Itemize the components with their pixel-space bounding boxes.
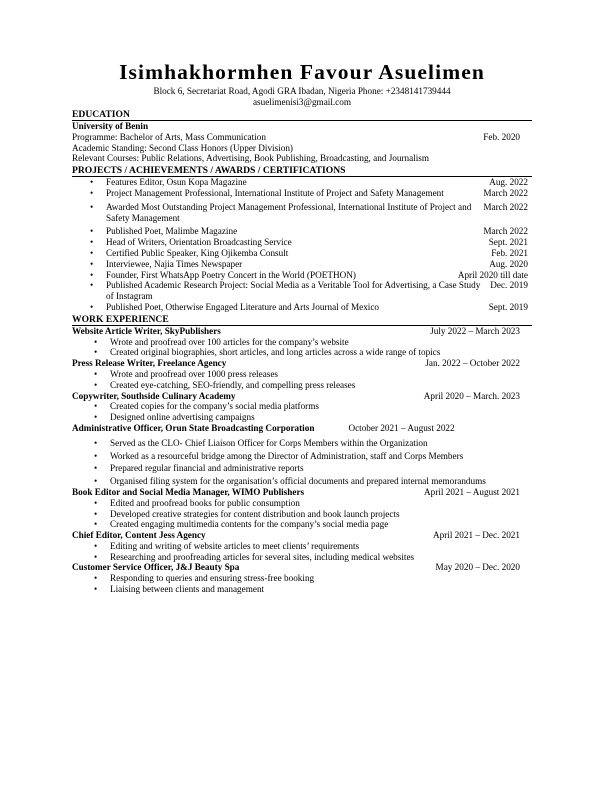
job-bullet: • Worked as a resourceful bridge among the Director of Administration, staff and Corps Members bbox=[72, 451, 532, 462]
job-bullet: • Researching and proofreading articles for several sites, including medical websites bbox=[72, 552, 532, 563]
programme: Programme: Bachelor of Arts, Mass Communication bbox=[72, 131, 266, 142]
project-date: • Dec. 2019 bbox=[490, 280, 528, 291]
project-item bbox=[72, 188, 532, 199]
projects-list bbox=[72, 177, 532, 313]
project-text: Published Poet, Otherwise Engaged Literature and Arts Journal of Mexico bbox=[106, 301, 380, 312]
job-title: Administrative Officer, Orun State Broadcasting Corporation bbox=[72, 422, 315, 433]
job-dates: Jan. 2022 – October 2022 bbox=[425, 358, 520, 369]
job-header bbox=[72, 391, 532, 402]
project-text: Certified Public Speaker, King Ojikemba Consult bbox=[106, 247, 289, 258]
project-date: • Feb. 2021 bbox=[491, 247, 528, 258]
project-item bbox=[72, 280, 532, 302]
job-bullet: • Served as the CLO- Chief Liaison Officer for Corps Members within the Organization bbox=[72, 438, 532, 449]
project-item bbox=[72, 177, 532, 188]
job-bullet: • Responding to queries and ensuring stress-free booking bbox=[72, 573, 532, 584]
job-bullet: • Designed online advertising campaigns bbox=[72, 412, 532, 423]
job-bullets bbox=[72, 498, 532, 530]
project-date: • April 2020 till date bbox=[457, 269, 528, 280]
project-date: • Aug. 2022 bbox=[489, 177, 528, 188]
job-title: Website Article Writer, SkyPublishers bbox=[72, 325, 221, 336]
academic-standing: Academic Standing: Second Class Honors (Upper Division) bbox=[72, 142, 293, 153]
project-text: Features Editor, Osun Kopa Magazine bbox=[106, 177, 247, 188]
job-bullets bbox=[72, 369, 532, 391]
job-bullet: • Editing and writing of website articles to meet clients’ requirements bbox=[72, 541, 532, 552]
project-date: • Sept. 2021 bbox=[488, 237, 528, 248]
project-item bbox=[72, 237, 532, 248]
job-bullets bbox=[72, 337, 532, 359]
project-date: • Sept. 2019 bbox=[488, 301, 528, 312]
education-heading: EDUCATION bbox=[72, 109, 532, 121]
project-item bbox=[72, 270, 532, 281]
job-bullet: • Created copies for the company’s social media platforms bbox=[72, 401, 532, 412]
work-heading: WORK EXPERIENCE bbox=[72, 314, 532, 326]
job-title: Chief Editor, Content Jess Agency bbox=[72, 530, 206, 541]
job-bullet: • Wrote and proofread over 1000 press releases bbox=[72, 369, 532, 380]
job-dates: May 2020 – Dec. 2020 bbox=[435, 562, 520, 573]
project-item bbox=[72, 259, 532, 270]
job-title: Copywriter, Southside Culinary Academy bbox=[72, 390, 236, 401]
project-date: • Aug. 2020 bbox=[489, 258, 528, 269]
relevant-courses: Relevant Courses: Public Relations, Advertising, Book Publishing, Broadcasting, and Journalism bbox=[72, 153, 430, 164]
job-dates: October 2021 – August 2022 bbox=[348, 422, 455, 433]
job-header bbox=[72, 487, 532, 498]
job-bullet: • Prepared regular financial and administrative reports bbox=[72, 463, 532, 474]
email: asuelimenisi3@gmail.com bbox=[252, 97, 352, 107]
job-title: Press Release Writer, Freelance Agency bbox=[72, 358, 227, 369]
project-date: • March 2022 bbox=[483, 187, 528, 198]
project-date: • March 2022 bbox=[483, 201, 528, 212]
school-name: University of Benin bbox=[72, 121, 149, 131]
job-bullets bbox=[72, 438, 532, 487]
project-item bbox=[72, 302, 532, 313]
job-bullets bbox=[72, 541, 532, 563]
job-dates: July 2022 – March 2023 bbox=[430, 325, 520, 336]
project-item bbox=[72, 226, 532, 237]
address-phone: Block 6, Secretariat Road, Agodi GRA Ibadan, Nigeria Phone: +2348141739444 bbox=[153, 86, 451, 96]
project-text: Awarded Most Outstanding Project Management Professional, International Institute of Project and Safety Management bbox=[106, 201, 472, 223]
job-header bbox=[72, 562, 532, 573]
job-dates: April 2021 – Dec. 2021 bbox=[432, 530, 520, 541]
job-title: Customer Service Officer, J&J Beauty Spa bbox=[72, 562, 240, 573]
job-bullet: • Developed creative strategies for content distribution and book launch projects bbox=[72, 509, 532, 520]
job-bullet: • Organised filing system for the organisation’s official documents and prepared internal memorandums bbox=[72, 476, 532, 487]
project-date: • March 2022 bbox=[483, 226, 528, 237]
job-dates: April 2021 – August 2021 bbox=[424, 486, 520, 497]
job-header bbox=[72, 423, 532, 434]
resume-page bbox=[72, 60, 532, 595]
work-experience-list bbox=[72, 326, 532, 595]
project-text: Interviewee, Najia Times Newspaper bbox=[106, 258, 243, 269]
job-header bbox=[72, 326, 532, 337]
project-text: Published Academic Research Project: Social Media as a Veritable Tool for Advertising, a Case Study of Instagram bbox=[106, 280, 481, 302]
job-dates: April 2020 – March. 2023 bbox=[423, 390, 520, 401]
projects-heading: PROJECTS / ACHIEVEMENTS / AWARDS / CERTIFICATIONS bbox=[72, 165, 532, 177]
job-bullet: • Created eye-catching, SEO-friendly, and compelling press releases bbox=[72, 380, 532, 391]
job-bullet: • Wrote and proofread over 100 articles for the company’s website bbox=[72, 337, 532, 348]
job-bullet: • Created engaging multimedia contents for the company’s social media page bbox=[72, 519, 532, 530]
programme-line bbox=[72, 132, 532, 143]
job-bullets bbox=[72, 401, 532, 423]
job-bullet: • Created original biographies, short articles, and long articles across a wide range of topics bbox=[72, 347, 532, 358]
project-text: Head of Writers, Orientation Broadcasting Service bbox=[106, 237, 292, 248]
project-text: Project Management Professional, International Institute of Project and Safety Management bbox=[106, 187, 444, 198]
job-header bbox=[72, 530, 532, 541]
programme-date: Feb. 2020 bbox=[483, 131, 520, 142]
project-item bbox=[72, 248, 532, 259]
job-bullet: • Liaising between clients and management bbox=[72, 584, 532, 595]
job-title: Book Editor and Social Media Manager, WIMO Publishers bbox=[72, 486, 305, 497]
project-text: Published Poet, Malimbe Magazine bbox=[106, 226, 238, 237]
job-bullets bbox=[72, 573, 532, 595]
project-text: Founder, First WhatsApp Poetry Concert in the World (POETHON) bbox=[106, 269, 356, 280]
job-bullet: • Edited and proofread books for public consumption bbox=[72, 498, 532, 509]
project-item bbox=[72, 202, 532, 224]
candidate-name: Isimhakhormhen Favour Asuelimen bbox=[119, 60, 485, 84]
job-header bbox=[72, 358, 532, 369]
